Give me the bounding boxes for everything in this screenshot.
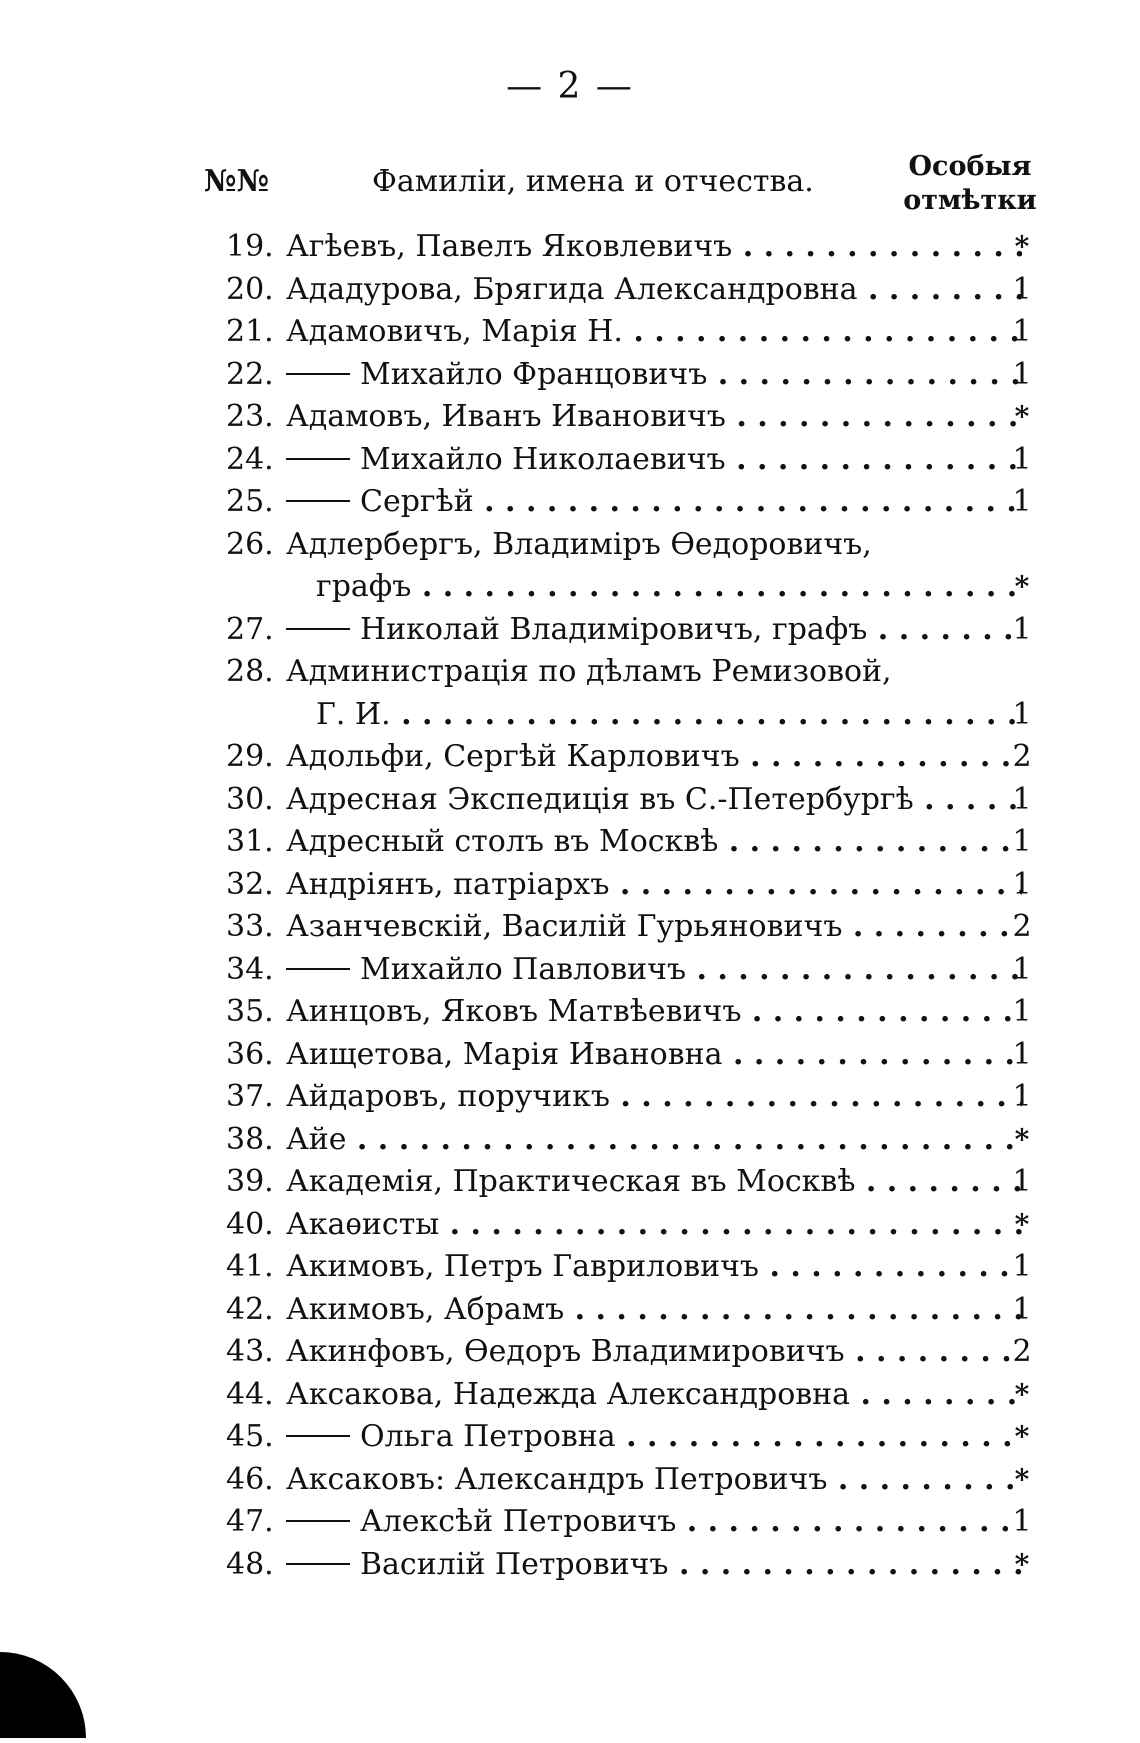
entry-mark: * [1014, 1207, 1030, 1241]
entry-mark: 1 [1012, 781, 1032, 817]
list-item [0, 1501, 1140, 1544]
entry-name-text: Акаѳисты [286, 1206, 440, 1242]
entry-number: 26. [226, 526, 274, 562]
entry-name [286, 779, 1022, 822]
entry-number: 42. [226, 1291, 274, 1327]
entry-mark: * [1014, 400, 1030, 433]
list-item [0, 694, 1140, 737]
header-number-column: №№ [204, 164, 270, 199]
list-item [0, 269, 1140, 312]
list-item [0, 226, 1140, 269]
entry-name [286, 821, 1022, 864]
entry-mark: 1 [1012, 1249, 1032, 1284]
entry-mark: 1 [1012, 1291, 1032, 1327]
entry-number: 25. [226, 484, 274, 519]
entry-number: 35. [226, 994, 274, 1029]
entry-name-text: Сергѣй [360, 484, 474, 519]
entry-number: 28. [226, 654, 274, 689]
entry-name [286, 354, 1022, 397]
entry-mark: 2 [1012, 909, 1032, 944]
entry-name [286, 1204, 1022, 1247]
entry-number: 32. [226, 866, 274, 902]
entry-name-text: Адлербергъ, Владиміръ Ѳедоровичъ, [286, 526, 872, 562]
entry-name [286, 269, 1022, 312]
page-number: — 2 — [506, 66, 634, 107]
entry-name-text: Ольга Петровна [360, 1419, 616, 1454]
list-item [0, 609, 1140, 652]
entry-name-text: Михайло Павловичъ [360, 951, 687, 987]
entry-name-text: графъ [316, 569, 412, 604]
entry-name [286, 1076, 1022, 1119]
header-notes-line-2: отмѣтки [903, 185, 1037, 216]
scan-artifact [0, 1652, 86, 1738]
entry-name [286, 949, 1022, 992]
entry-name-text: Айдаровъ, поручикъ [286, 1079, 610, 1114]
list-item [0, 1204, 1140, 1247]
entry-name-text: Аксаковъ: Александръ Петровичъ [286, 1461, 828, 1497]
entry-number: 37. [226, 1079, 274, 1114]
list-item [0, 439, 1140, 482]
list-item [0, 1374, 1140, 1417]
entry-name-text: Алексѣй Петровичъ [360, 1504, 677, 1539]
list-item [0, 779, 1140, 822]
header-notes-column [895, 150, 1045, 218]
entry-name [286, 396, 1022, 439]
entry-name-text: Академія, Практическая въ Москвѣ [286, 1164, 856, 1199]
ditto-dash [286, 1520, 350, 1522]
entry-number: 22. [226, 356, 274, 392]
list-item [0, 396, 1140, 439]
entry-name-text: Аищетова, Марія Ивановна [286, 1036, 723, 1072]
entry-mark: 2 [1012, 1334, 1032, 1369]
entry-mark: 1 [1012, 1079, 1032, 1114]
entry-name [286, 1374, 1022, 1417]
ditto-dash [286, 968, 350, 970]
entry-name-text: Адольфи, Сергѣй Карловичъ [286, 739, 740, 774]
ditto-dash [286, 458, 350, 460]
entry-number: 36. [226, 1036, 274, 1072]
header-notes-line-1: Особыя [908, 151, 1032, 182]
entry-mark: * [1014, 1377, 1030, 1411]
entry-name-text: Адамовичъ, Марія Н. [286, 314, 623, 349]
entry-number: 34. [226, 951, 274, 987]
entry-name [286, 609, 1022, 652]
entry-number: 48. [226, 1546, 274, 1582]
entry-name [286, 906, 1022, 949]
entry-number: 27. [226, 611, 274, 647]
entry-name [286, 1034, 1022, 1077]
entry-number: 39. [226, 1164, 274, 1199]
entry-number: 23. [226, 399, 274, 434]
entry-mark: 1 [1012, 1036, 1032, 1072]
entry-number: 47. [226, 1504, 274, 1539]
entry-number: 24. [226, 441, 274, 477]
entry-name-text: Василій Петровичъ [360, 1546, 669, 1582]
entry-number: 33. [226, 909, 274, 944]
entry-name [286, 1289, 1022, 1332]
entry-name [286, 736, 1022, 779]
entry-mark: 1 [1012, 271, 1032, 307]
entry-mark: * [1014, 1547, 1030, 1581]
entry-name-text: Аинцовъ, Яковъ Матвѣевичъ [286, 994, 742, 1029]
list-item [0, 1459, 1140, 1502]
entry-name-text: Михайло Николаевичъ [360, 441, 726, 477]
entry-number: 29. [226, 739, 274, 774]
entry-number: 43. [226, 1334, 274, 1369]
list-item [0, 991, 1140, 1034]
entry-name [286, 1246, 1022, 1289]
entry-mark: * [1014, 1122, 1030, 1156]
list-item [0, 1161, 1140, 1204]
entry-name [286, 991, 1022, 1034]
entry-number: 40. [226, 1206, 274, 1242]
entry-number: 31. [226, 824, 274, 859]
list-item [0, 821, 1140, 864]
entry-mark: 1 [1012, 356, 1032, 392]
entry-mark: 1 [1012, 611, 1032, 647]
entry-mark: * [1014, 1462, 1030, 1496]
entry-name [286, 864, 1022, 907]
list-item [0, 566, 1140, 609]
list-item [0, 1544, 1140, 1587]
entry-mark: 1 [1012, 314, 1032, 349]
entry-mark: 1 [1012, 994, 1032, 1029]
entry-number: 30. [226, 781, 274, 817]
entry-name-text: Ададурова, Брягида Александровна [286, 271, 858, 307]
list-item [0, 864, 1140, 907]
list-item [0, 524, 1140, 567]
entry-mark: * [1014, 230, 1030, 263]
entry-mark: 1 [1012, 866, 1032, 902]
entry-name [286, 1119, 1022, 1162]
entry-number: 20. [226, 271, 274, 307]
entry-name-text: Акимовъ, Абрамъ [286, 1291, 565, 1327]
entry-name [286, 1331, 1022, 1374]
entry-name-text: Андріянъ, патріархъ [286, 866, 610, 902]
entry-name [286, 524, 1022, 567]
entry-name-text: Акинфовъ, Ѳедоръ Владимировичъ [286, 1334, 845, 1369]
ditto-dash [286, 1563, 350, 1565]
entry-name [286, 1501, 1022, 1544]
entry-name-text: Азанчевскій, Василій Гурьяновичъ [286, 909, 843, 944]
column-headers [0, 150, 1140, 220]
entry-name-text: Николай Владиміровичъ, графъ [360, 611, 868, 647]
entry-mark: 1 [1012, 484, 1032, 519]
entry-mark: 2 [1012, 739, 1032, 774]
entry-mark: 1 [1012, 1504, 1032, 1539]
entry-name-text: Айе [286, 1121, 347, 1157]
list-item [0, 481, 1140, 524]
entry-number: 38. [226, 1121, 274, 1157]
list-item [0, 736, 1140, 779]
entry-mark: 1 [1012, 824, 1032, 859]
list-item [0, 354, 1140, 397]
entry-number: 19. [226, 229, 274, 264]
list-item [0, 906, 1140, 949]
list-item [0, 1289, 1140, 1332]
entry-name-text: Акимовъ, Петръ Гавриловичъ [286, 1249, 760, 1284]
header-names-column: Фамиліи, имена и отчества. [372, 164, 814, 199]
list-item [0, 1331, 1140, 1374]
entry-name [286, 311, 1022, 354]
entry-name [286, 1416, 1022, 1459]
list-item [0, 949, 1140, 992]
entry-name-text: Адамовъ, Иванъ Ивановичъ [286, 399, 726, 434]
entry-name-text: Адресная Экспедиція въ С.-Петербургѣ [286, 781, 914, 817]
entry-mark: 1 [1012, 1164, 1032, 1199]
entry-mark: * [1014, 1420, 1030, 1453]
entries-list [0, 226, 1140, 1586]
entry-name [316, 694, 1022, 737]
entry-mark: 1 [1012, 441, 1032, 477]
entry-name-text: Администрація по дѣламъ Ремизовой, [286, 654, 892, 689]
entry-mark: 1 [1012, 951, 1032, 987]
entry-mark: 1 [1012, 696, 1032, 732]
entry-name-text: Агѣевъ, Павелъ Яковлевичъ [286, 229, 733, 264]
list-item [0, 311, 1140, 354]
entry-number: 41. [226, 1249, 274, 1284]
entry-name [286, 439, 1022, 482]
entry-name-text: Михайло Францовичъ [360, 356, 708, 392]
entry-name-text: Аксакова, Надежда Александровна [286, 1376, 851, 1412]
entry-name [286, 1161, 1022, 1204]
entry-name [286, 226, 1022, 269]
entry-name [286, 651, 1022, 694]
list-item [0, 1076, 1140, 1119]
ditto-dash [286, 1435, 350, 1437]
entry-number: 44. [226, 1376, 274, 1412]
entry-name [316, 566, 1022, 609]
entry-name-text: Адресный столъ въ Москвѣ [286, 824, 719, 859]
entry-number: 45. [226, 1419, 274, 1454]
list-item [0, 1416, 1140, 1459]
entry-mark: * [1014, 570, 1030, 603]
entry-number: 21. [226, 314, 274, 349]
entry-name [286, 1544, 1022, 1587]
list-item [0, 1119, 1140, 1162]
entry-name-text: Г. И. [316, 696, 391, 732]
ditto-dash [286, 628, 350, 630]
list-item [0, 1246, 1140, 1289]
ditto-dash [286, 373, 350, 375]
list-item [0, 651, 1140, 694]
entry-number: 46. [226, 1461, 274, 1497]
ditto-dash [286, 500, 350, 502]
entry-name [286, 1459, 1022, 1502]
list-item [0, 1034, 1140, 1077]
entry-name [286, 481, 1022, 524]
